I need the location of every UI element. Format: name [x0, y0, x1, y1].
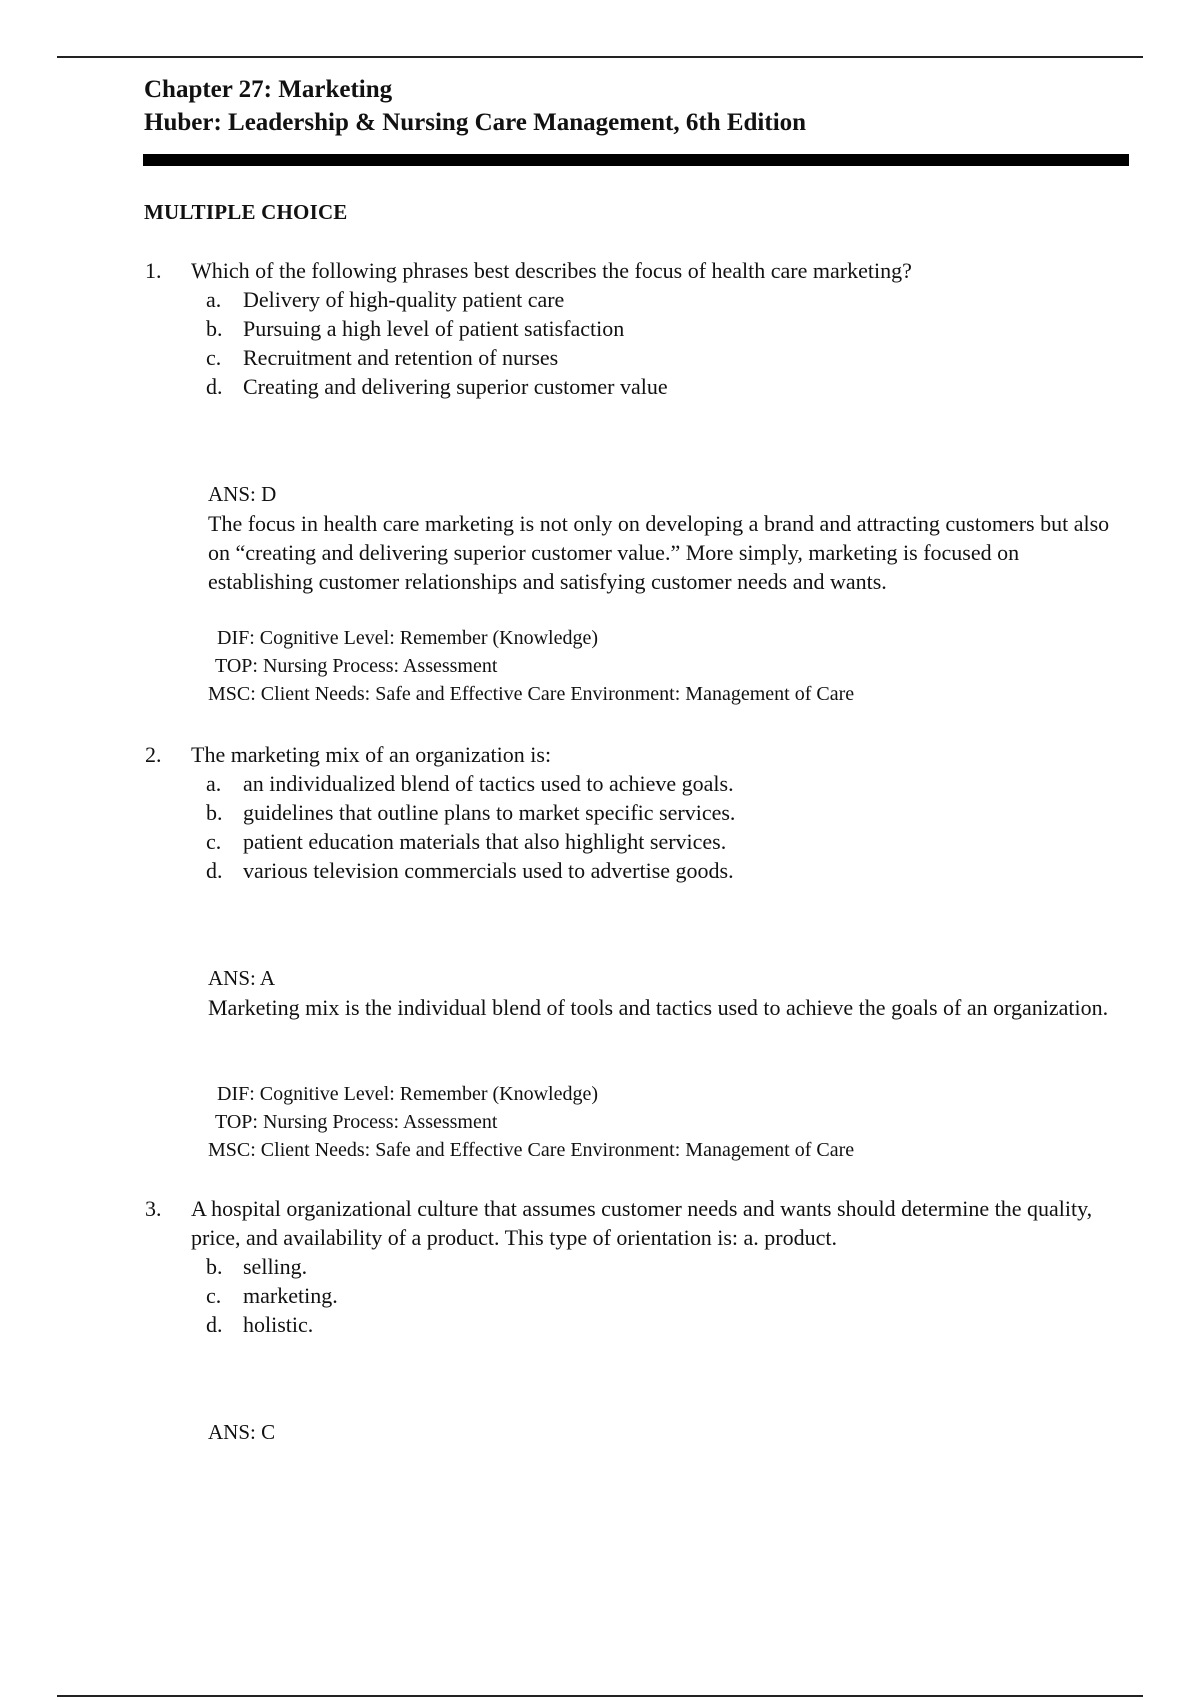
option-letter: b. — [206, 1254, 223, 1279]
option-letter: d. — [206, 858, 223, 883]
option-a — [206, 769, 1106, 798]
option-d — [206, 372, 1106, 401]
option-letter: c. — [206, 345, 222, 370]
option-text: Creating and delivering superior customer value — [243, 374, 668, 399]
question-stem: Which of the following phrases best describes the focus of health care marketing? — [191, 258, 912, 283]
option-list — [206, 1252, 1106, 1339]
client-needs-meta: MSC: Client Needs: Safe and Effective Care Environment: Management of Care — [208, 1139, 855, 1161]
client-needs-meta: MSC: Client Needs: Safe and Effective Care Environment: Management of Care — [208, 683, 855, 705]
book-title: Huber: Leadership & Nursing Care Management, 6th Edition — [144, 109, 807, 136]
option-letter: a. — [206, 771, 222, 796]
header-divider-bar — [143, 154, 1129, 166]
topic-meta: TOP: Nursing Process: Assessment — [215, 655, 498, 677]
option-text: patient education materials that also highlight services. — [243, 829, 727, 854]
question-stem: A hospital organizational culture that assumes customer needs and wants should determine the quality, price, and availability of a product. This type of orientation is: a. product. — [191, 1196, 1093, 1250]
option-text: marketing. — [243, 1283, 338, 1308]
option-letter: b. — [206, 316, 223, 341]
answer-key: ANS: A — [208, 966, 276, 990]
option-list — [206, 769, 1106, 885]
section-heading: MULTIPLE CHOICE — [144, 200, 348, 224]
option-text: selling. — [243, 1254, 308, 1279]
answer-key: ANS: C — [208, 1420, 276, 1444]
difficulty-meta: DIF: Cognitive Level: Remember (Knowledge) — [217, 1083, 599, 1105]
question-number: 1. — [145, 258, 162, 283]
option-text: holistic. — [243, 1312, 314, 1337]
option-d — [206, 856, 1106, 885]
option-d — [206, 1310, 1106, 1339]
difficulty-meta: DIF: Cognitive Level: Remember (Knowledge) — [217, 627, 599, 649]
option-letter: d. — [206, 374, 223, 399]
top-rule — [57, 56, 1143, 58]
topic-meta: TOP: Nursing Process: Assessment — [215, 1111, 498, 1133]
option-text: an individualized blend of tactics used to achieve goals. — [243, 771, 734, 796]
option-b — [206, 798, 1106, 827]
option-c — [206, 827, 1106, 856]
option-list — [206, 285, 1106, 401]
option-letter: b. — [206, 800, 223, 825]
option-c — [206, 1281, 1106, 1310]
option-text: Recruitment and retention of nurses — [243, 345, 559, 370]
document-header — [144, 73, 806, 139]
chapter-title: Chapter 27: Marketing — [144, 76, 393, 103]
option-letter: a. — [206, 287, 222, 312]
option-letter: c. — [206, 829, 222, 854]
rationale: Marketing mix is the individual blend of tools and tactics used to achieve the goals of an organization. — [208, 995, 1109, 1020]
option-text: Delivery of high-quality patient care — [243, 287, 565, 312]
option-text: guidelines that outline plans to market specific services. — [243, 800, 736, 825]
question-stem: The marketing mix of an organization is: — [191, 742, 552, 767]
option-text: Pursuing a high level of patient satisfaction — [243, 316, 625, 341]
rationale: The focus in health care marketing is not only on developing a brand and attracting customers but also on “creating and delivering superior customer value.” More simply, marketing is focused on establishing customer relationships and satisfying customer needs and wants. — [208, 511, 1110, 594]
bottom-rule — [57, 1695, 1143, 1697]
option-a — [206, 285, 1106, 314]
question-number: 3. — [145, 1196, 162, 1221]
answer-key: ANS: D — [208, 482, 277, 506]
question-number: 2. — [145, 742, 162, 767]
option-b — [206, 314, 1106, 343]
option-letter: d. — [206, 1312, 223, 1337]
option-letter: c. — [206, 1283, 222, 1308]
option-c — [206, 343, 1106, 372]
option-b — [206, 1252, 1106, 1281]
option-text: various television commercials used to advertise goods. — [243, 858, 734, 883]
